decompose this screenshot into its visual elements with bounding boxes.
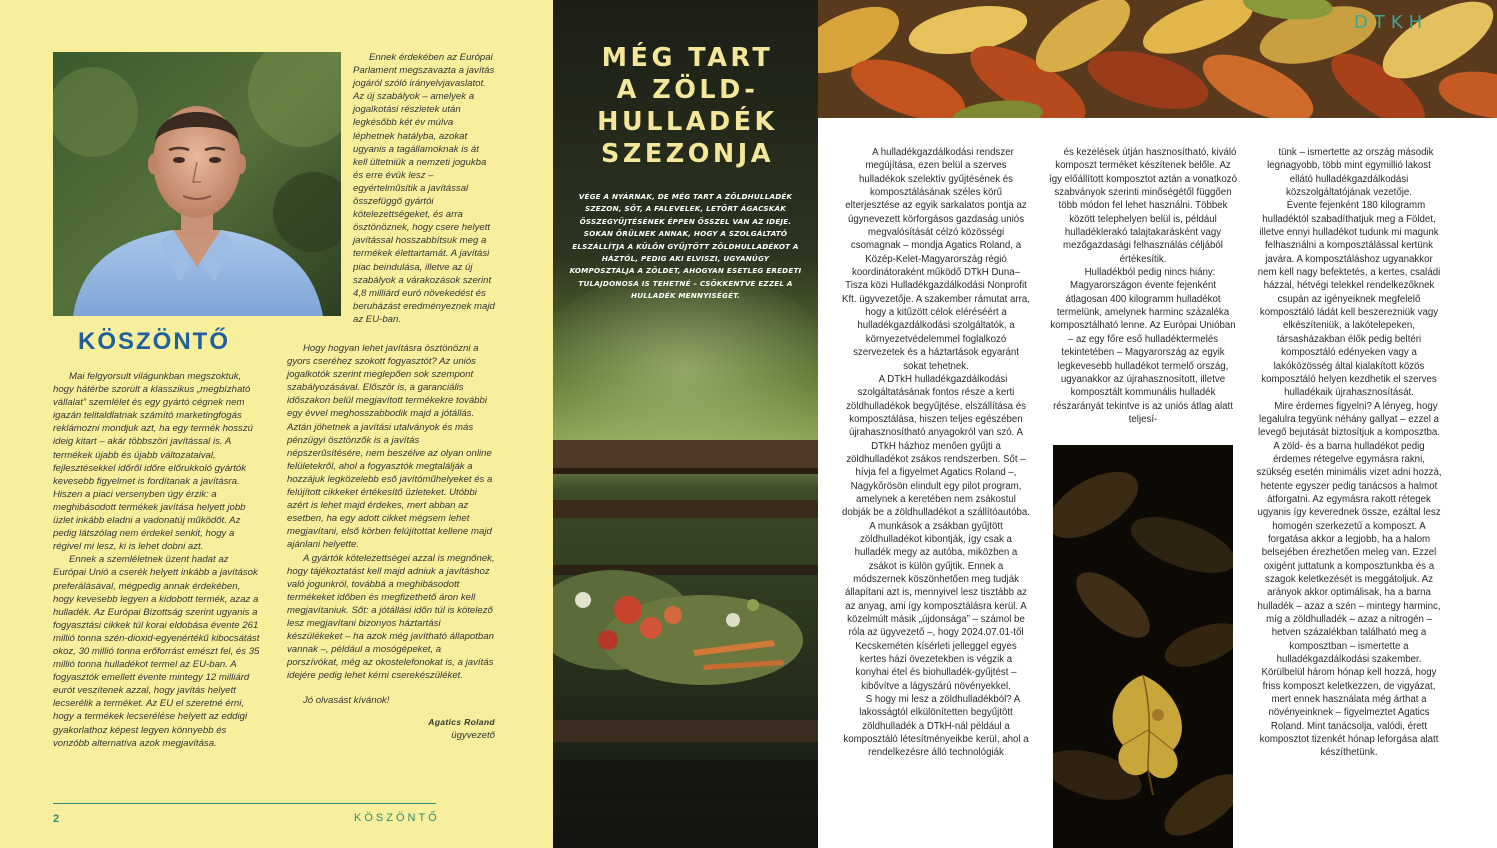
fallen-leaf-photo bbox=[1053, 445, 1233, 848]
paragraph: Évente fejenként 180 kilogramm hulladéktól szabadíthatjuk meg a Földet, illetve ennyi hulladékot tudunk mi magunk felhasználni a komposztálással kertünk javára. A komposztáláshoz ugyanakkor nem kell nagy befektetés, a kertes, családi házzal, hétvégi telekkel rendelkezőknek csupán az igényeiknek megfelelő komposztáló ládát kell beszerezniük vagy elkészíteniük, a lakótelepeken, társasházakban élők pedig beltéri komposztáló edényeken vagy a lakóközösség által kialakított közös komposztáló helyen kezdhetik el szerves hulladékaik újrahasznosítását. bbox=[1257, 200, 1441, 399]
page-number: 2 bbox=[53, 813, 60, 825]
footer-rule bbox=[53, 803, 436, 804]
fallen-leaf-illustration bbox=[1053, 445, 1233, 848]
paragraph: tünk – ismertette az ország második legnagyobb, több mint egymillió lakost ellátó hulladékgazdálkodási közszolgáltatójának vezetője. bbox=[1267, 147, 1434, 199]
paragraph: Mai felgyorsult világunkban megszoktuk, hogy hátérbe szorult a klasszikus „megbízható vállalat” szemlélet és egy gyártó cégnek nem igazán telitaldlatnak számító marketingfogás reklámozni mondjuk azt, ha egy termék hosszú ideig kitart – akár többszöri javítással is. A termékek újabb és újabb változataival, fejlesztésekkel időről időre előrukkoló gyártók kevesebb figyelmet is fordítanak a javításra. Hiszen a piaci versenyben úgy érzik: a meghibásodott termékek javítása helyett jobb üzlet inkább eladni a vadonatúj működőt. Az pedig látszólag nem érdekel senkit, hogy a régivel mi lesz, ki is lehet dobni azt. bbox=[53, 371, 253, 553]
right-column-1 bbox=[842, 146, 1030, 760]
signature bbox=[287, 716, 495, 742]
portrait-photo bbox=[53, 52, 341, 316]
paragraph: Mire érdemes figyelni? A lényeg, hogy legalulra tegyünk néhány gallyat – ezzel a levegő bejutását biztosítjuk a komposztba. A zöld- és a barna hulladékot pedig érdemes rétegelve egymásra rakni, szükség esetén minimális vizet adni hozzá, hetente egyszer pedig tanácsos a halmot átforgatni. Az egymásra rakott rétegek ugyanis így keverednek össze, ezáltal lesz homogén szerkezetű a komposzt. A forgatása akkor a legjobb, ha a halom belsejében érezhetően meleg van. Ezzel oxigént juttatunk a komposztunkba és a szagok keletkezését is meggátoljuk. Az arányok akkor optimálisak, ha a barna hulladék – azaz a szén – mintegy harminc, míg a zöldhulladék – azaz a nitrogén – hetven százalékban található meg a komposztban – ismertette a hulladékgazdálkodási szakember. Körülbelül három hónap kell hozzá, hogy friss komposzt keletkezzen, de vigyázat, mert ennek használata még árthat a növényeinknek – figyelmeztet Agatics Roland. Mint tanácsolja, valódi, érett komposztot tizenkét hónap leforgása alatt készíthetünk. bbox=[1256, 400, 1442, 759]
paragraph: és kezelések útján hasznosítható, kiváló komposzt terméket készítenek belőle. Az így előállított komposztot aztán a vonatkozó szabványok szerinti minőségétől függően több módon fel lehet használni. Többek között telephelyen belül is, például hulladéklerakó talajtakarásként vagy mezőgazdasági felhasználás céljából értékesítik. bbox=[1049, 147, 1237, 265]
paragraph: Hogy hogyan lehet javításra ösztönözni a gyors cseréhez szokott fogyasztót? Az uniós jogalkotók szerint meglepően sok szempont szabályozásával. Először is, a garanciális időszakon belül megjavított termékekre további egy évvel meghosszabbodik majd a jótállás. Aztán jöhetnek a javítási utalványok és más pénzügyi ösztönzők is a javítás népszerűsítésére, nem beszélve az olyan online felületekről, ahol a fogyasztók megtalálják a hozzájuk legközelebb eső javítóműhelyeket és a felújított cikkeket értékesítő üzleteket. Utóbbi azért is lehet majd érdekes, mert abban az esetben, ha egy adott cikket mégsem lehet megjavítani, első körben felújítottat kellene majd ajánlani helyette. bbox=[287, 343, 493, 551]
paragraph: A gyártók kötelezettségei azzal is megnőnek, hogy tájékoztatást kell majd adniuk a javításhoz való jogunkról, továbbá a meghibásodott termékeket időben és megfizethető áron kell megjavítaniuk. Sőt: a jótállási időn túl is kötelező lesz megjavítani bizonyos háztartási készülékeket – ha azok még javítható állapotban vannak –, például a mosógépeket, a porszívókat, még az okostelefonokat is, a javítás idejére pedig lehet kérni cserekészüléket. bbox=[287, 552, 495, 682]
paragraph: Hulladékból pedig nincs hiány: Magyarországon évente fejenként átlagosan 400 kilogramm hulladékot termelünk, amelynek harminc százaléka komposztálható lenne. Az Európai Unióban – az egy főre eső hulladéktermelés tekintetében – Magyarország az egyik legkevesebb hulladékot termelő ország, ugyanakkor az újrahasznosított, illetve komposztált kommunális hulladék részarányát tekintve is az uniós átlag alatt teljesí- bbox=[1050, 267, 1236, 425]
left-column-2-top bbox=[353, 51, 495, 326]
title-line: HULLADÉK bbox=[597, 107, 778, 137]
right-column-2 bbox=[1049, 146, 1237, 426]
left-column-1 bbox=[53, 370, 262, 750]
portrait-illustration bbox=[53, 52, 341, 316]
article-title bbox=[585, 42, 790, 170]
paragraph: A hulladékgazdálkodási rendszer megújítása, ezen belül a szerves hulladékok szelektív gyűjtésének és komposztálásának széles körű elterjesztése az egyik sarkalatos pontja az úgynevezett körforgásos gazdaság uniós megvalósítását célzó közösségi csomagnak – mondja Agatics Roland, a Közép-Kelet-Magyarország régió koordinátoraként működő DTkH Duna–Tisza közi Hulladékgazdálkodási Nonprofit Kft. ügyvezetője. A szakember rámutat arra, hogy a kitűzött célok eléréséért a hulladékgazdálkodási szolgáltatók, a környezetvédelemmel foglalkozó szervezetek és a háztartások egyaránt sokat tehetnek. bbox=[842, 147, 1030, 372]
title-line: MÉG TART bbox=[601, 43, 774, 73]
paragraph: Ennek a szemléletnek üzent hadat az Európai Unió a cserék helyett inkább a javítások preferálásával, mégpedig annak érdekében, hogy kevesebb legyen a kidobott termék, azaz a hulladék. Az Európai Bizottság szerint ugyanis a fogyasztási cikkek túl korai eldobása évente 261 millió tonna szén-dioxid-egyenértékű kibocsátást okoz, 30 millió tonna erőforrást emészt fel, és 35 millió tonna hulladékot termel az EU-ban. A fogyasztók emellett évente mintegy 12 milliárd eurót veszítenek azzal, hogy javítás helyett lecserélik a terméket. Az EU el szeretné érni, hogy a termékek lecserélése helyett az eddigi gyakorlathoz képest legyen könnyebb és vonzóbb alternatíva azok megjavítása. bbox=[53, 554, 260, 749]
signature-title: ügyvezető bbox=[451, 729, 495, 741]
right-column-3 bbox=[1255, 146, 1443, 760]
title-line: SZEZONJA bbox=[600, 139, 774, 169]
title-line: A ZÖLD- bbox=[616, 75, 759, 105]
signature-name: Agatics Roland bbox=[428, 716, 495, 727]
page-heading: KÖSZÖNTŐ bbox=[78, 328, 230, 355]
paragraph: A DTkH hulladékgazdálkodási szolgáltatásának fontos része a kerti zöldhulladékok begyűjtése, elszállítása és komposztálása, hiszen teljes egészében újrahasznosítható anyagokról van szó. A DTkH házhoz menően gyűjti a zöldhulladékot zsákos rendszerben. Sőt – hívja fel a figyelmet Agatics Roland –, Nagykőrösön elindult egy pilot program, amelynek a keretében nem zsákostul dobják be a zöldhulladékot a szállítóautóba. A munkások a zsákban gyűjtött zöldhulladékot kibontják, így csak a hulladék megy az autóba, miközben a zsákot is külön gyűjtik. Ennek a módszernek köszönhetően meg tudják állapítani azt is, mennyivel lesz tisztább az az anyag, ami így komposztálásra kerül. A közelmúlt másik „újdonsága” – számol be róla az ügyvezető –, hogy 2024.07.01-től Kecskeméten kísérleti jelleggel egyes kertes házi övezetekben is végzik a konyhai étel és biohulladék-gyűjtést – kibővítve a lágyszárú növényekkel. bbox=[842, 373, 1030, 692]
paragraph: S hogy mi lesz a zöldhulladékból? A lakosságtól elkülönítetten begyűjtött zöldhulladék a DTkH-nál például a komposztáló létesítményeikbe kerül, ahol a rendelkezésre álló technológiák bbox=[843, 694, 1029, 759]
left-column-2-bottom bbox=[287, 342, 495, 742]
running-head: KÖSZÖNTŐ bbox=[354, 812, 440, 824]
brand-logo: DTKH bbox=[1354, 12, 1429, 33]
article-lead: VÉGE A NYÁRNAK, DE MÉG TART A ZÖLDHULLADÉK SZEZON, SŐT, A FALEVELEK, LETÖRT ÁGACSKÁK ÖSSZEGYŰJTÉSÉNEK ÉPPEN ŐSSZEL VAN AZ IDEJE. SOKAN ÖRÜLNEK ANNAK, HOGY A SZOLGÁLTATÓ ELSZÁLLÍTJA A KÜLÖN GYŰJTÖTT ZÖLDHULLADÉKOT A HÁZTÓL, PEDIG AKI ELVISZI, UGYANÚGY KOMPOSZTÁLJA A ZÖLDET, AHOGYAN ESETLEG EREDETI TULAJDONOSA IS TEHETNÉ – CSÖKKENTVE EZZEL A HULLADÉK MENNYISÉGÉT. bbox=[569, 192, 802, 301]
greeting: Jó olvasást kívánok! bbox=[303, 695, 390, 707]
paragraph: Ennek érdekében az Európai Parlament megszavazta a javítás jogáról szóló irányelvjavaslatot. Az új szabályok – amelyek a jogalkotási részletek után legkésőbb két év múlva léphetnek hatályba, azokat ugyanis a tagállamoknak is át kell ültetniük a nemzeti jogukba és erre évük lesz – egyértelműsítik a javítással összefüggő gyártói kötelezettségeket, és arra ösztönöznek, hogy csere helyett javítással hosszabbítsuk meg a termékek élettartamát. A javítási piac beindulása, illetve az új szabályok a várakozások szerint 4,8 milliárd euró növekedést és beruházást eredményeznek majd az EU-ban. bbox=[353, 52, 495, 325]
